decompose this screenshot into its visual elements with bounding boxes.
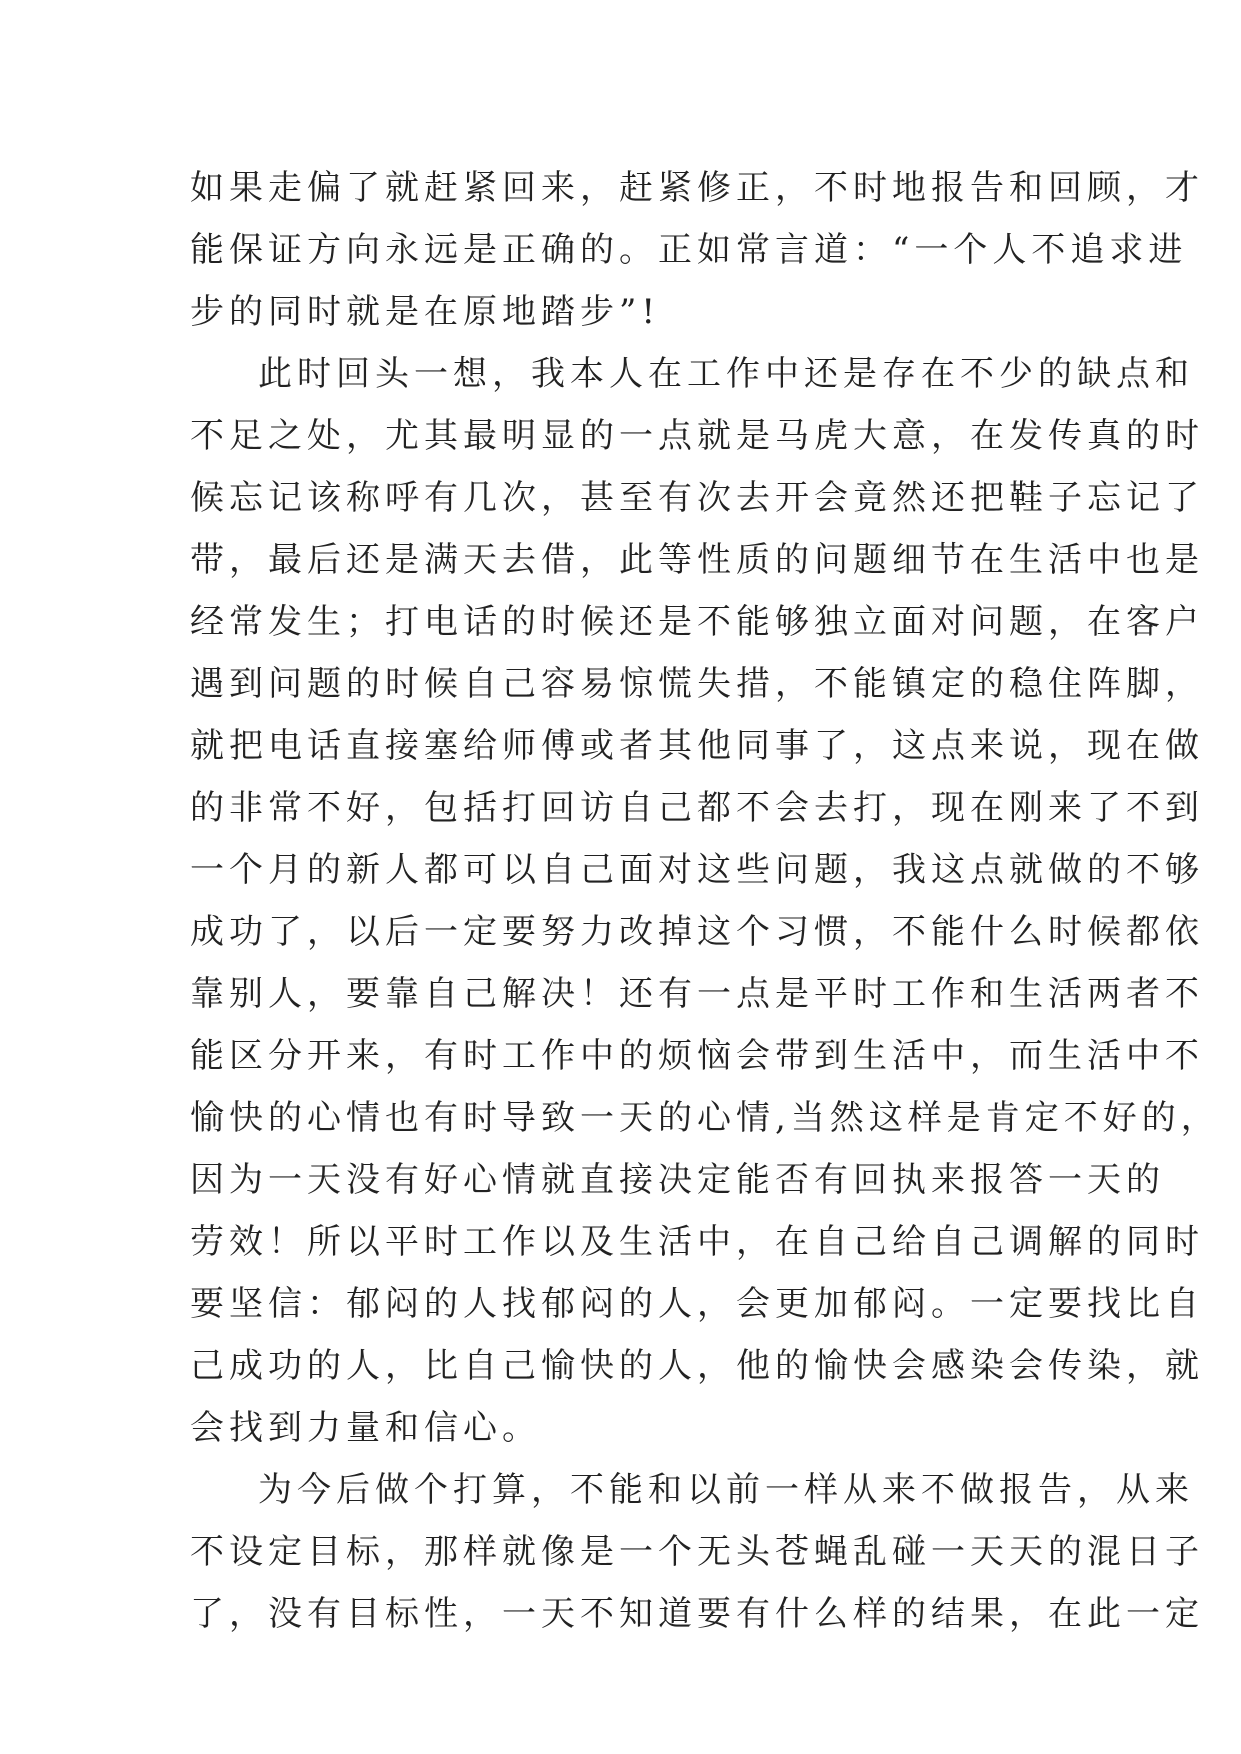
text-line: 就把电话直接塞给师傅或者其他同事了，这点来说，现在做 [190,726,1204,766]
text-line: 能保证方向永远是正确的。正如常言道：“一个人不追求进 [190,230,1188,270]
text-line: 带，最后还是满天去借，此等性质的问题细节在生活中也是 [190,540,1204,580]
text-line: 如果走偏了就赶紧回来，赶紧修正，不时地报告和回顾，才 [190,168,1204,208]
text-line: 己成功的人，比自己愉快的人，他的愉快会感染会传染，就 [190,1346,1204,1386]
text-line: 了，没有目标性，一天不知道要有什么样的结果，在此一定 [190,1594,1204,1634]
text-line: 愉快的心情也有时导致一天的心情,当然这样是肯定不好的， [190,1098,1220,1138]
text-line: 要坚信：郁闷的人找郁闷的人，会更加郁闷。一定要找比自 [190,1284,1204,1324]
text-line: 能区分开来，有时工作中的烦恼会带到生活中，而生活中不 [190,1036,1204,1076]
text-line: 不足之处，尤其最明显的一点就是马虎大意，在发传真的时 [190,416,1204,456]
text-line: 会找到力量和信心。 [190,1408,541,1448]
text-line: 经常发生；打电话的时候还是不能够独立面对问题，在客户 [190,602,1204,642]
text-line: 遇到问题的时候自己容易惊慌失措，不能镇定的稳住阵脚， [190,664,1204,704]
text-line: 因为一天没有好心情就直接决定能否有回执来报答一天的 [190,1160,1165,1200]
text-line: 步的同时就是在原地踏步”! [190,292,661,332]
text-line: 候忘记该称呼有几次，甚至有次去开会竟然还把鞋子忘记了 [190,478,1204,518]
text-line: 靠别人，要靠自己解决！还有一点是平时工作和生活两者不 [190,974,1204,1014]
text-line: 为今后做个打算，不能和以前一样从来不做报告，从来 [258,1470,1194,1510]
text-line: 成功了，以后一定要努力改掉这个习惯，不能什么时候都依 [190,912,1204,952]
text-line: 劳效！所以平时工作以及生活中，在自己给自己调解的同时 [190,1222,1204,1262]
document-body [190,157,1220,1645]
text-line: 的非常不好，包括打回访自己都不会去打，现在刚来了不到 [190,788,1204,828]
text-line: 不设定目标，那样就像是一个无头苍蝇乱碰一天天的混日子 [190,1532,1204,1572]
text-line: 此时回头一想，我本人在工作中还是存在不少的缺点和 [258,354,1194,394]
text-line: 一个月的新人都可以自己面对这些问题，我这点就做的不够 [190,850,1204,890]
